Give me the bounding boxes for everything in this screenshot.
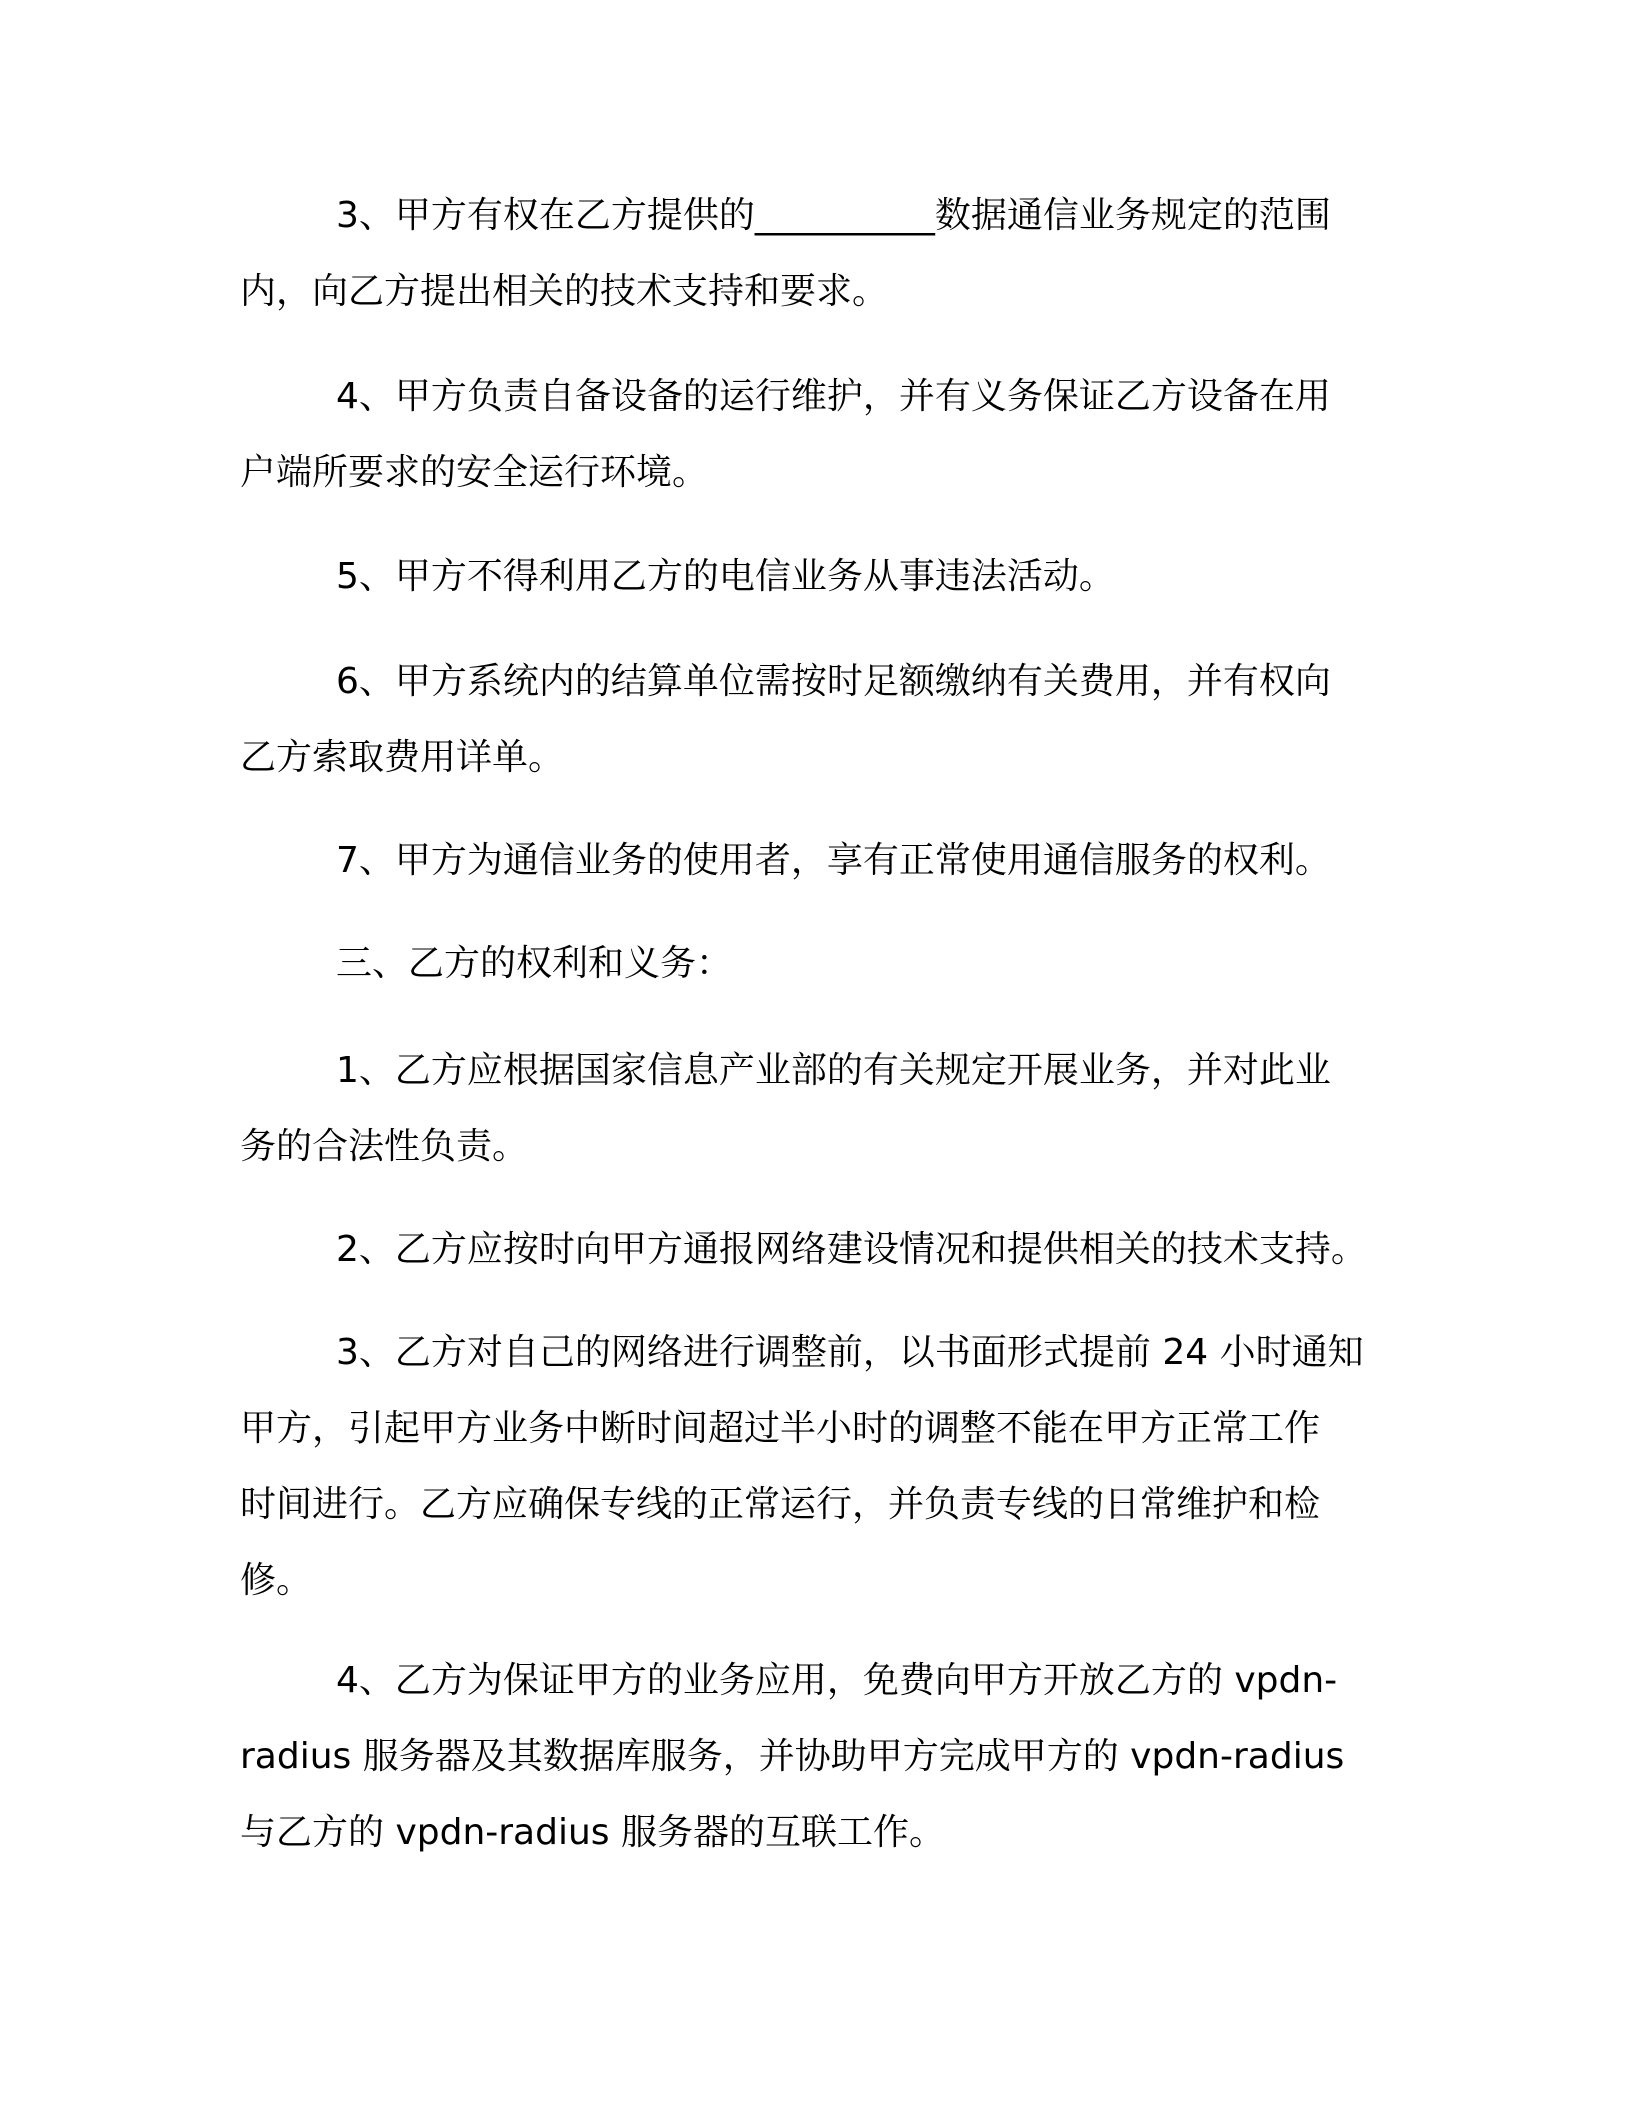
paragraph-line: 3、甲方有权在乙方提供的__________数据通信业务规定的范围 bbox=[336, 195, 1331, 236]
paragraph-line: 修。 bbox=[240, 1560, 313, 1601]
paragraph-line: 7、甲方为通信业务的使用者，享有正常使用通信服务的权利。 bbox=[336, 840, 1331, 881]
section-heading-text: 三、乙方的权利和义务： bbox=[336, 943, 733, 984]
paragraph-2 bbox=[240, 359, 1400, 511]
paragraph-line: 4、乙方为保证甲方的业务应用，免费向甲方开放乙方的 vpdn- bbox=[336, 1660, 1338, 1701]
paragraph-line: 与乙方的 vpdn-radius 服务器的互联工作。 bbox=[240, 1812, 945, 1853]
paragraph-line: 1、乙方应根据国家信息产业部的有关规定开展业务，并对此业 bbox=[336, 1050, 1331, 1091]
paragraph-8 bbox=[240, 1212, 1400, 1288]
paragraph-line: 3、乙方对自己的网络进行调整前，以书面形式提前 24 小时通知 bbox=[336, 1332, 1364, 1373]
paragraph-10 bbox=[240, 1643, 1400, 1871]
paragraph-7 bbox=[240, 1033, 1400, 1185]
section-heading bbox=[240, 926, 1400, 1002]
paragraph-line: 6、甲方系统内的结算单位需按时足额缴纳有关费用，并有权向 bbox=[336, 661, 1331, 702]
paragraph-line: 5、甲方不得利用乙方的电信业务从事违法活动。 bbox=[336, 556, 1115, 597]
paragraph-3 bbox=[240, 539, 1400, 615]
paragraph-line: 4、甲方负责自备设备的运行维护，并有义务保证乙方设备在用 bbox=[336, 376, 1331, 417]
paragraph-line: 内，向乙方提出相关的技术支持和要求。 bbox=[240, 271, 889, 312]
paragraph-9 bbox=[240, 1315, 1400, 1619]
paragraph-line: 户端所要求的安全运行环境。 bbox=[240, 452, 709, 493]
paragraph-5 bbox=[240, 823, 1400, 899]
paragraph-line: 乙方索取费用详单。 bbox=[240, 737, 565, 778]
paragraph-line: 务的合法性负责。 bbox=[240, 1126, 529, 1167]
paragraph-4 bbox=[240, 644, 1400, 796]
paragraph-line: radius 服务器及其数据库服务，并协助甲方完成甲方的 vpdn-radius bbox=[240, 1736, 1345, 1777]
paragraph-line: 甲方，引起甲方业务中断时间超过半小时的调整不能在甲方正常工作 bbox=[240, 1408, 1321, 1449]
paragraph-line: 时间进行。乙方应确保专线的正常运行，并负责专线的日常维护和检 bbox=[240, 1484, 1321, 1525]
paragraph-1 bbox=[240, 178, 1400, 330]
paragraph-line: 2、乙方应按时向甲方通报网络建设情况和提供相关的技术支持。 bbox=[336, 1229, 1367, 1270]
